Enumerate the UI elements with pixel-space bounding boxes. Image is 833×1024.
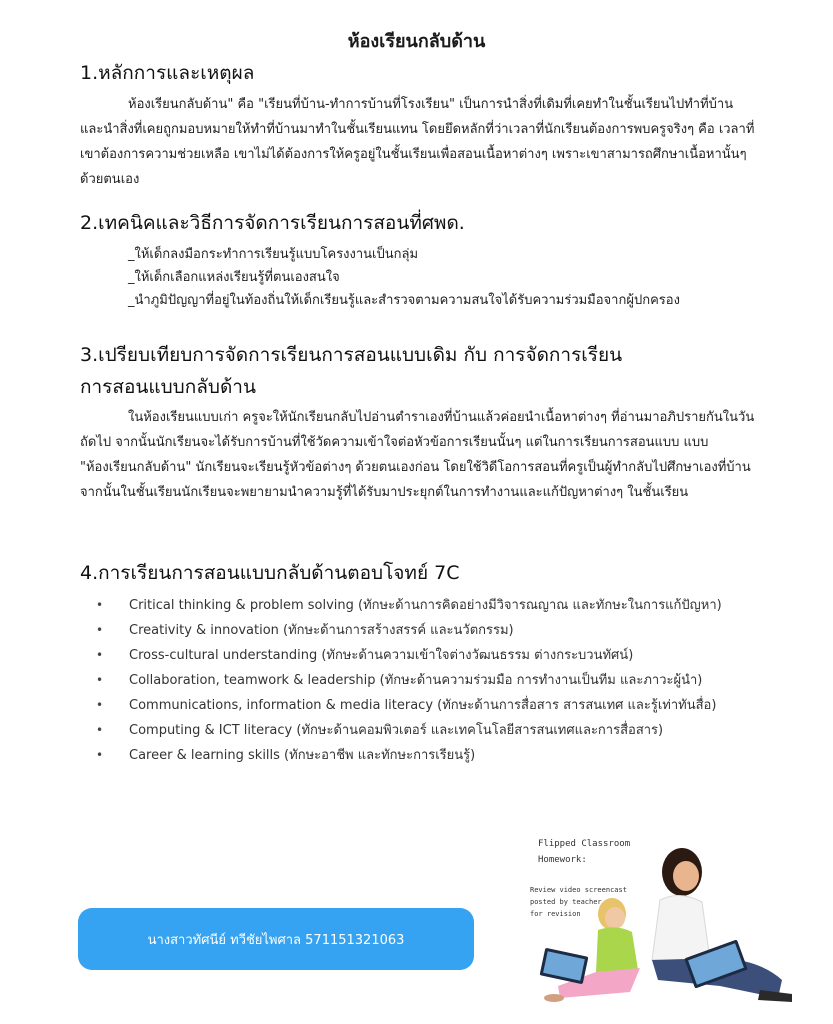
bullet-icon: • (96, 748, 104, 762)
flipped-classroom-illustration (520, 830, 810, 1010)
illustration-heading-line2: Homework: (538, 855, 587, 865)
list-item (96, 594, 746, 617)
bullet-icon: • (96, 673, 104, 687)
section2-heading: 2.เทคนิคและวิธีการจัดการเรียนการสอนที่ศพด. (80, 212, 465, 234)
list-item (96, 644, 746, 667)
section2-item: _ให้เด็กเลือกแหล่งเรียนรู้ที่ตนเองสนใจ (128, 270, 340, 285)
section3-heading-line1: 3.เปรียบเทียบการจัดการเรียนการสอนแบบเดิม กับ การจัดการเรียน (80, 344, 623, 366)
list-item (96, 694, 746, 717)
section3-paragraph (80, 405, 755, 505)
list-item (96, 719, 746, 742)
section3-heading-line2: การสอนแบบกลับด้าน (80, 376, 256, 398)
illustration-note-line1: Review video screencast (530, 886, 627, 894)
list-item (96, 744, 509, 767)
section2-item: _นำภูมิปัญญาที่อยู่ในท้องถิ่นให้เด็กเรียนรู้และสำรวจตามความสนใจได้รับความร่วมมือจากผู้ปกครอง (128, 293, 680, 308)
woman-figure-icon (652, 848, 792, 1002)
author-badge (78, 908, 474, 970)
section2-item: _ให้เด็กลงมือกระทำการเรียนรู้แบบโครงงานเป็นกลุ่ม (128, 247, 419, 262)
list-item (96, 669, 746, 692)
list-item-text: Critical thinking & problem solving (ทักษะด้านการคิดอย่างมีวิจารณญาณ และทักษะในการแก้ปัญหา) (129, 598, 722, 613)
list-item-text: Creativity & innovation (ทักษะด้านการสร้างสรรค์ และนวัตกรรม) (129, 623, 514, 638)
bullet-icon: • (96, 598, 104, 612)
section4-list (96, 594, 746, 769)
section4-heading: 4.การเรียนการสอนแบบกลับด้านตอบโจทย์ 7C (80, 562, 460, 584)
list-item-text: Career & learning skills (ทักษะอาชีพ และทักษะการเรียนรู้) (129, 748, 476, 763)
list-item-text: Collaboration, teamwork & leadership (ทักษะด้านความร่วมมือ การทำงานเป็นทีม และภาวะผู้นำ) (129, 673, 703, 688)
section1-paragraph (80, 92, 755, 192)
bullet-icon: • (96, 648, 104, 662)
illustration-heading-line1: Flipped Classroom (538, 839, 631, 849)
list-item-text: Communications, information & media literacy (ทักษะด้านการสื่อสาร สารสนเทศ และรู้เท่าทันสื่อ) (129, 698, 717, 713)
bullet-icon: • (96, 698, 104, 712)
illustration-note-line2: posted by teacher (530, 898, 602, 906)
page-title: ห้องเรียนกลับด้าน (347, 31, 486, 52)
section1-heading: 1.หลักการและเหตุผล (80, 62, 255, 84)
section3-text: ในห้องเรียนแบบเก่า ครูจะให้นักเรียนกลับไปอ่านตำราเองที่บ้านแล้วค่อยนำเนื้อหาต่างๆ ที่อ่านมาอภิปรายกันในวันถัดไป จากนั้นนักเรียนจะได้รับการบ้านที่ใช้วัดความเข้าใจต่อหัวข้อการเรียนนั้นๆ แต่ในการเรียนการสอนแบบ แบบ "ห้องเรียนกลับด้าน" นักเรียนจะเรียนรู้หัวข้อต่างๆ ด้วยตนเองก่อน โดยใช้วิดีโอการสอนที่ครูเป็นผู้ทำกลับไปศึกษาเองที่บ้าน จากนั้นในชั้นเรียนนักเรียนจะพยายามนำความรู้ที่ได้รับมาประยุกต์ในการทำงานและแก้ปัญหาต่างๆ ในชั้นเรียน (80, 410, 755, 500)
bullet-icon: • (96, 723, 104, 737)
section1-text: ห้องเรียนกลับด้าน" คือ "เรียนที่บ้าน-ทำการบ้านที่โรงเรียน" เป็นการนำสิ่งที่เดิมที่เคยทำในชั้นเรียนไปทำที่บ้าน และนำสิ่งที่เคยถูกมอบหมายให้ทำที่บ้านมาทำในชั้นเรียนแทน โดยยึดหลักที่ว่าเวลาที่นักเรียนต้องการพบครูจริงๆ คือ เวลาที่เขาต้องการความช่วยเหลือ เขาไม่ได้ต้องการให้ครูอยู่ในชั้นเรียนเพื่อสอนเนื้อหาต่างๆ เพราะเขาสามารถศึกษาเนื้อหานั้นๆ ด้วยตนเอง (80, 97, 755, 187)
illustration-note-line3: for revision (530, 910, 581, 918)
list-item (96, 619, 746, 642)
bullet-icon: • (96, 623, 104, 637)
list-item-text: Computing & ICT literacy (ทักษะด้านคอมพิวเตอร์ และเทคโนโลยีสารสนเทศและการสื่อสาร) (129, 723, 664, 738)
list-item-text: Cross-cultural understanding (ทักษะด้านความเข้าใจต่างวัฒนธรรม ต่างกระบวนทัศน์) (129, 648, 634, 663)
author-badge-text: นางสาวทัศนีย์ ทวีชัยไพศาล 571151321063 (147, 932, 405, 948)
section2-list (128, 243, 758, 312)
